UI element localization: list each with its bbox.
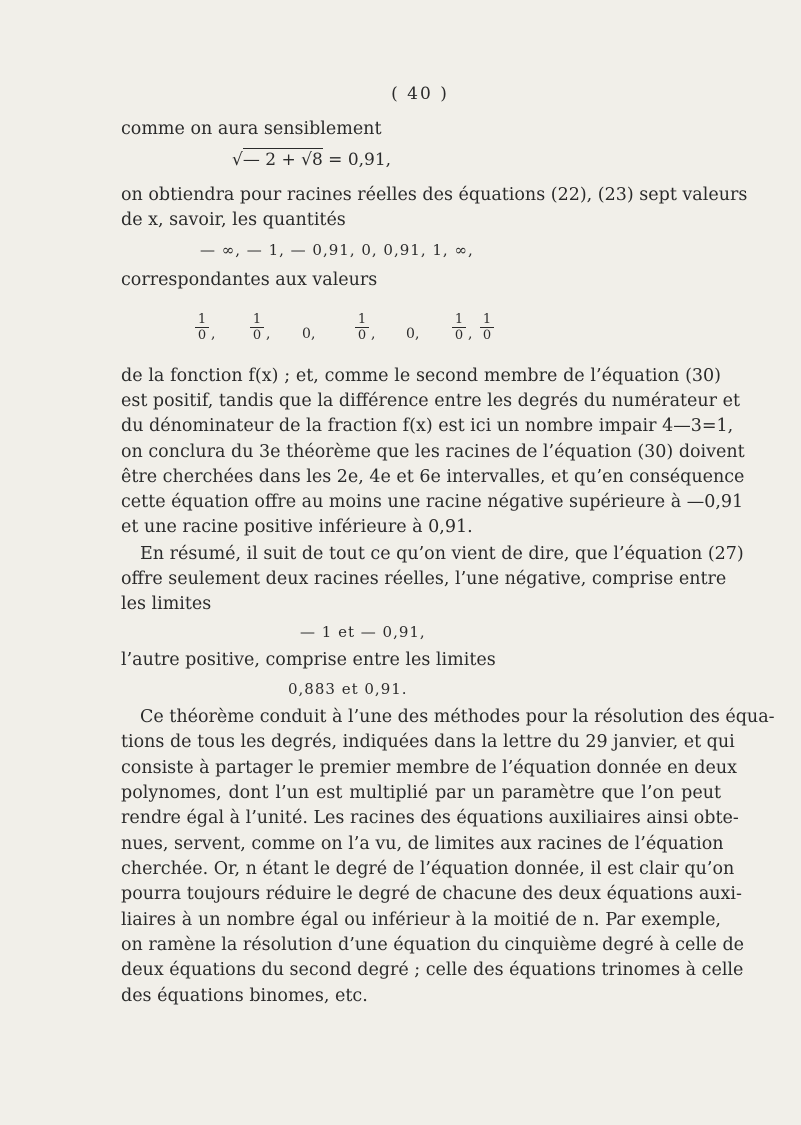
formula-radical: [232, 150, 391, 170]
text-line: des équations binomes, etc.: [121, 986, 368, 1006]
text-line: pourra toujours réduire le degré de chacune des deux équations auxi-: [121, 884, 742, 904]
text-line: liaires à un nombre égal ou inférieur à la moitié de n. Par exemple,: [121, 910, 721, 930]
text-line: est positif, tandis que la différence entre les degrés du numérateur et: [121, 391, 740, 411]
text-line: de la fonction f(x) ; et, comme le second membre de l’équation (30): [121, 366, 721, 386]
page-number: ( 40 ): [391, 84, 449, 104]
text-line: Ce théorème conduit à l’une des méthodes pour la résolution des équa-: [140, 707, 775, 727]
text-line: on conclura du 3e théorème que les racines de l’équation (30) doivent: [121, 442, 745, 462]
zero-value: 0: [302, 326, 311, 342]
text-line: l’autre positive, comprise entre les limites: [121, 650, 496, 670]
radical-sign: √: [232, 150, 243, 170]
text-line: cherchée. Or, n étant le degré de l’équation donnée, il est clair qu’on: [121, 859, 735, 879]
values-list: — ∞, — 1, — 0,91, 0, 0,91, 1, ∞,: [200, 241, 474, 259]
text-line: tions de tous les degrés, indiquées dans la lettre du 29 janvier, et qui: [121, 732, 735, 752]
text-line: on obtiendra pour racines réelles des équations (22), (23) sept valeurs: [121, 185, 748, 205]
fraction-values: $\frac{1}{0}$ , $\frac{1}{0}$ , 0 , $\frac{1}{0}$ , 0 , $\frac{1}{0}$ , $\frac{1}{0}$: [0, 312, 801, 356]
fraction: $\frac{1}{0}$: [480, 312, 494, 344]
text-line: les limites: [121, 594, 212, 614]
text-line: être cherchées dans les 2e, 4e et 6e intervalles, et qu’en conséquence: [121, 467, 745, 487]
limits-line: 0,883 et 0,91.: [288, 680, 408, 698]
fraction: $\frac{1}{0}$: [452, 312, 466, 344]
text-line: En résumé, il suit de tout ce qu’on vient de dire, que l’équation (27): [140, 544, 744, 564]
text-line: consiste à partager le premier membre de l’équation donnée en deux: [121, 758, 738, 778]
zero-value: 0: [406, 326, 415, 342]
text-line: on ramène la résolution d’une équation du cinquième degré à celle de: [121, 935, 745, 955]
fraction: $\frac{1}{0}$: [195, 312, 209, 344]
fraction: $\frac{1}{0}$: [250, 312, 264, 344]
text-line: rendre égal à l’unité. Les racines des équations auxiliaires ainsi obte-: [121, 808, 739, 828]
text-line: correspondantes aux valeurs: [121, 270, 378, 290]
limits-line: — 1 et — 0,91,: [300, 623, 426, 641]
text-line: et une racine positive inférieure à 0,91.: [121, 517, 473, 537]
text-line: comme on aura sensiblement: [121, 119, 382, 139]
text-line: nues, servent, comme on l’a vu, de limites aux racines de l’équation: [121, 834, 724, 854]
formula-rhs: = 0,91,: [322, 150, 392, 170]
formula-inner-b: √8: [301, 150, 323, 170]
text-line: offre seulement deux racines réelles, l’une négative, comprise entre: [121, 569, 727, 589]
formula-inner-a: — 2 +: [242, 150, 302, 170]
text-line: polynomes, dont l’un est multiplié par un paramètre que l’on peut: [121, 783, 721, 803]
text-line: de x, savoir, les quantités: [121, 210, 346, 230]
text-line: cette équation offre au moins une racine négative supérieure à —0,91: [121, 492, 744, 512]
fraction: $\frac{1}{0}$: [355, 312, 369, 344]
text-line: deux équations du second degré ; celle des équations trinomes à celle: [121, 960, 744, 980]
text-line: du dénominateur de la fraction f(x) est ici un nombre impair 4—3=1,: [121, 416, 734, 436]
